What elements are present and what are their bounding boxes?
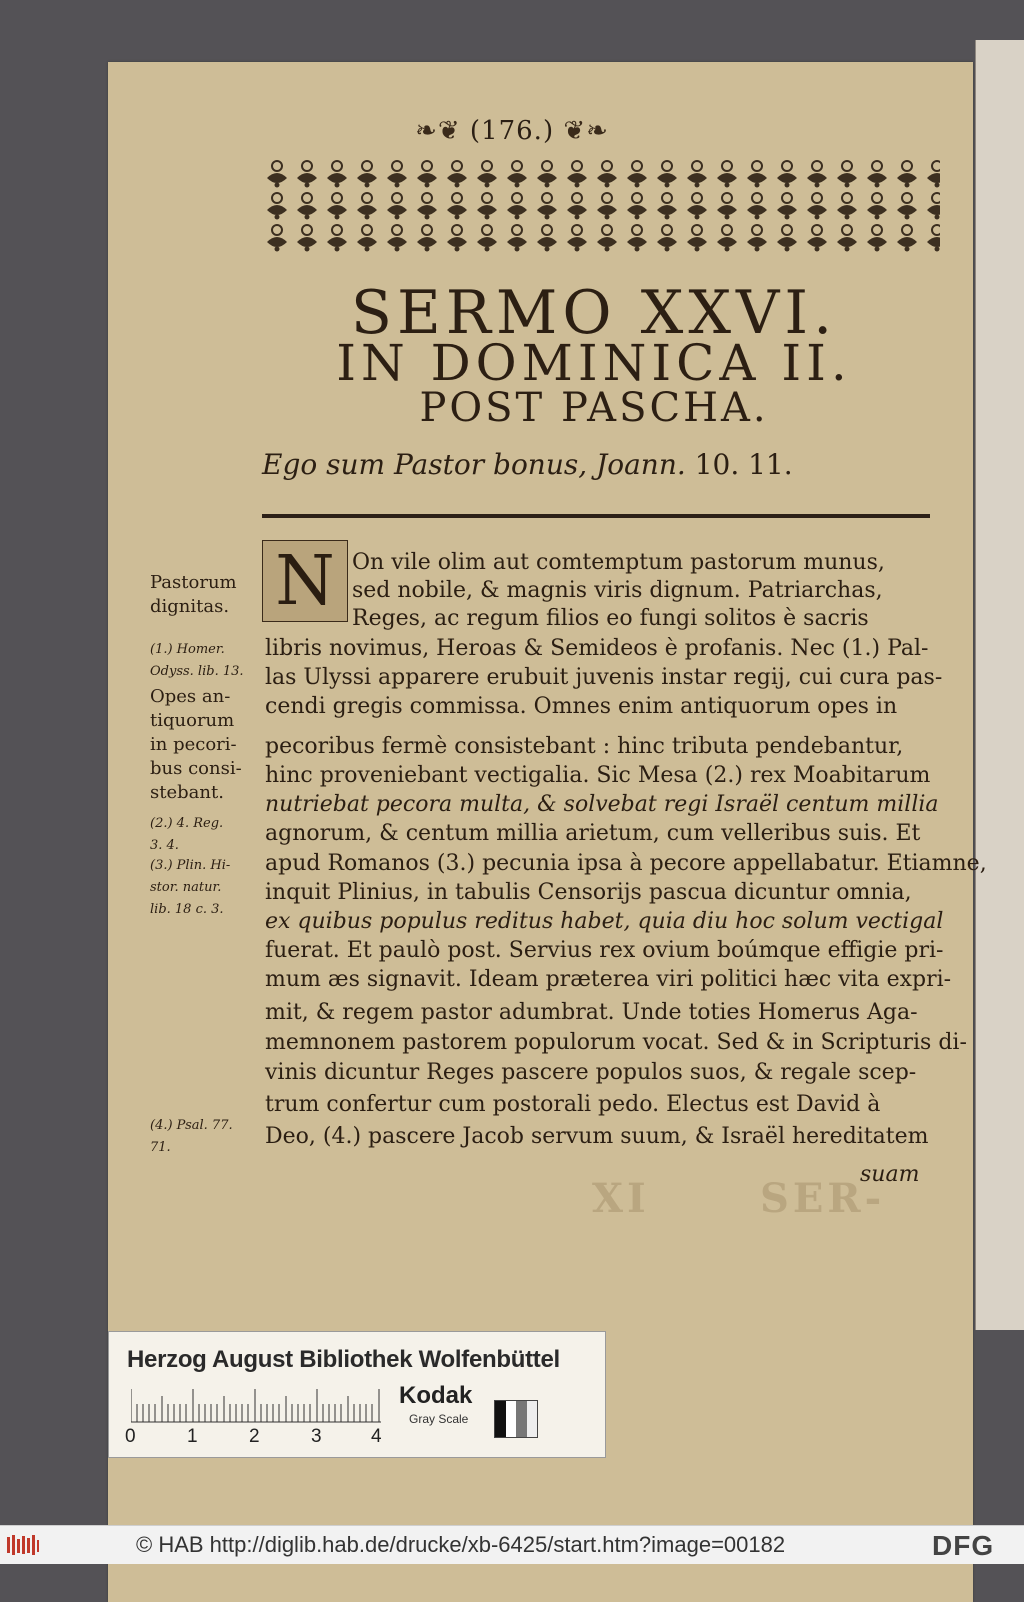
margin-note: Pastorum (150, 572, 237, 593)
gray-scale-label: Gray Scale (409, 1412, 469, 1426)
body-line: agnorum, & centum millia arietum, cum velleribus suis. Et (265, 821, 921, 846)
margin-note: (2.) 4. Reg. (150, 816, 224, 831)
viewer-footer (0, 1525, 1024, 1564)
scale-number: 4 (371, 1426, 382, 1447)
margin-note: in pecori- (150, 734, 237, 755)
body-line: memnonem pastorem populorum vocat. Sed & in Scripturis di- (265, 1030, 967, 1055)
body-line: fuerat. Et paulò post. Servius rex ovium boúmque effigie pri- (265, 938, 944, 963)
left-ornament-icon: ❧❦ (415, 116, 461, 146)
margin-note: (4.) Psal. 77. (150, 1118, 233, 1133)
sermon-title: SERMO XXVI. (350, 278, 838, 348)
gray-patch (506, 1401, 517, 1437)
body-line: On vile olim aut comtemptum pastorum munus, (352, 550, 885, 575)
sermon-subtitle: IN DOMINICA II. (336, 334, 852, 392)
gray-patch (495, 1401, 506, 1437)
scale-number: 2 (249, 1426, 260, 1447)
body-line: nutriebat pecora multa, & solvebat regi Israël centum millia (265, 792, 939, 817)
hab-logo-icon (6, 1534, 40, 1556)
body-line: Reges, ac regum filios eo fungi solitos è sacris (352, 606, 869, 631)
gray-patch (527, 1401, 538, 1437)
gray-patch (516, 1401, 527, 1437)
body-line: inquit Plinius, in tabulis Censorijs pascua dicuntur omnia, (265, 880, 912, 905)
page-number-text: (176.) (469, 116, 555, 146)
ruler-scale (131, 1384, 381, 1424)
margin-note: lib. 18 c. 3. (150, 902, 224, 917)
body-line: mit, & regem pastor adumbrat. Unde toties Homerus Aga- (265, 1000, 918, 1025)
margin-note: bus consi- (150, 758, 242, 779)
showthrough-text: XI (592, 1175, 650, 1222)
margin-note: (1.) Homer. (150, 642, 225, 657)
margin-note: 71. (150, 1140, 171, 1155)
margin-note: Odyss. lib. 13. (150, 664, 244, 679)
body-line: ex quibus populus reditus habet, quia diu hoc solum vectigal (265, 909, 944, 934)
drop-cap (262, 540, 348, 622)
theme-text: Ego sum Pastor bonus, Joann. (262, 448, 686, 481)
kodak-brand: Kodak (399, 1382, 473, 1409)
body-line: trum confertur cum postorali pedo. Electus est David à (265, 1092, 881, 1117)
margin-note: stebant. (150, 782, 224, 803)
body-line: vinis dicuntur Reges pascere populos suos, & regale scep- (265, 1060, 917, 1085)
margin-note: (3.) Plin. Hi- (150, 858, 231, 873)
color-calibration-card (108, 1331, 606, 1458)
body-line: mum æs signavit. Ideam præterea viri politici hæc vita expri- (265, 967, 952, 992)
drop-cap-letter: N (275, 541, 335, 621)
body-line: libris novimus, Heroas & Semideos è profanis. Nec (1.) Pal- (265, 636, 929, 661)
facing-page-edge (975, 40, 1024, 1330)
body-line: pecoribus fermè consistebant : hinc tributa pendebantur, (265, 734, 904, 759)
decorative-headpiece (262, 158, 940, 254)
scale-number: 1 (187, 1426, 198, 1447)
scripture-theme (262, 448, 793, 481)
sermon-subtitle-2: POST PASCHA. (419, 385, 769, 431)
scale-number: 0 (125, 1426, 136, 1447)
dfg-logo: DFG (932, 1530, 995, 1561)
margin-note: stor. natur. (150, 880, 222, 895)
theme-reference: 10. 11. (694, 448, 793, 481)
showthrough-text: SER- (760, 1175, 886, 1222)
gray-patches (494, 1400, 538, 1438)
body-line: las Ulyssi apparere erubuit juvenis instar regij, cui cura pas- (265, 665, 943, 690)
body-line: apud Romanos (3.) pecunia ipsa à pecore appellabatur. Etiamne, (265, 851, 987, 876)
margin-note: 3. 4. (150, 838, 179, 853)
body-line: sed nobile, & magnis viris dignum. Patriarchas, (352, 578, 883, 603)
body-line: Deo, (4.) pascere Jacob servum suum, & Israël hereditatem (265, 1124, 929, 1149)
scale-number: 3 (311, 1426, 322, 1447)
margin-note: tiquorum (150, 710, 235, 731)
library-name: Herzog August Bibliothek Wolfenbüttel (127, 1346, 560, 1373)
source-url[interactable]: © HAB http://diglib.hab.de/drucke/xb-6425/start.htm?image=00182 (136, 1532, 786, 1557)
page-number (0, 116, 1024, 146)
margin-note: Opes an- (150, 686, 231, 707)
catchword: suam (860, 1162, 920, 1187)
title-rule (262, 514, 930, 518)
right-ornament-icon: ❦❧ (563, 116, 609, 146)
body-line: cendi gregis commissa. Omnes enim antiquorum opes in (265, 694, 898, 719)
body-line: hinc proveniebant vectigalia. Sic Mesa (2.) rex Moabitarum (265, 763, 931, 788)
margin-note: dignitas. (150, 596, 230, 617)
